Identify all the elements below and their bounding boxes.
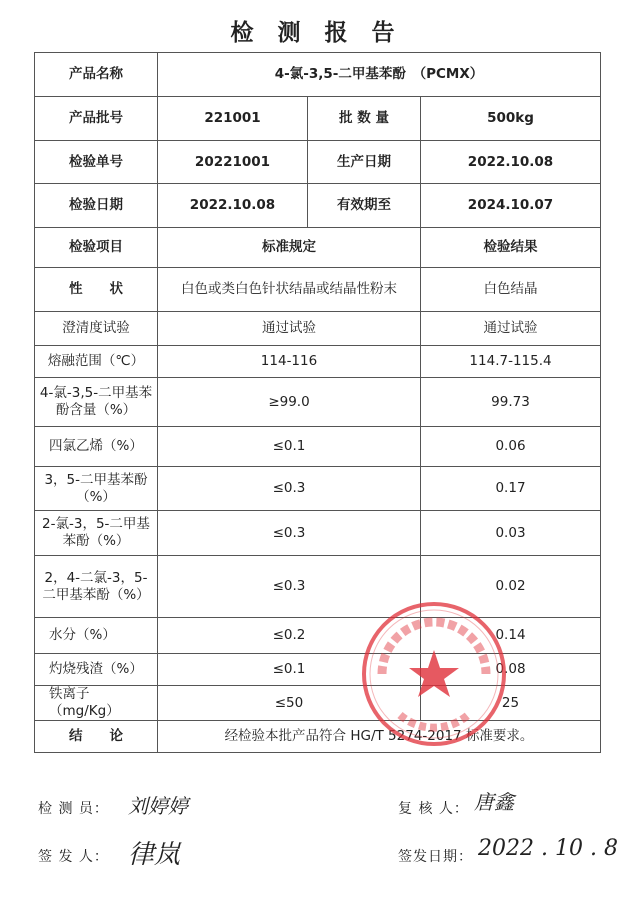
inspector-signature: 刘婷婷 <box>128 794 188 818</box>
prod-date-value: 2022.10.08 <box>421 141 601 184</box>
reviewer-signature: 唐鑫 <box>474 790 514 814</box>
conclusion-label: 结 论 <box>35 721 158 753</box>
test-item: 熔融范围（℃） <box>35 346 158 378</box>
test-result: 25 <box>421 686 601 721</box>
inspector-label: 检 测 员： <box>38 801 109 817</box>
test-result: 0.06 <box>421 427 601 467</box>
test-item: 3，5-二甲基苯酚（%） <box>35 467 158 511</box>
test-standard: 114-116 <box>158 346 421 378</box>
test-standard: 通过试验 <box>158 312 421 346</box>
test-result: 99.73 <box>421 378 601 427</box>
expiry-label: 有效期至 <box>308 184 421 228</box>
test-standard: ≤0.1 <box>158 427 421 467</box>
test-result: 0.17 <box>421 467 601 511</box>
test-result: 0.14 <box>421 618 601 654</box>
header-result: 检验结果 <box>421 228 601 268</box>
test-item: 铁离子（mg/Kg） <box>35 686 158 721</box>
inspect-date-label: 检验日期 <box>35 184 158 228</box>
test-result: 114.7-115.4 <box>421 346 601 378</box>
test-result: 0.02 <box>421 556 601 618</box>
header-standard: 标准规定 <box>158 228 421 268</box>
test-item: 四氯乙烯（%） <box>35 427 158 467</box>
test-result: 0.08 <box>421 654 601 686</box>
prod-date-label: 生产日期 <box>308 141 421 184</box>
issue-date-value: 2022 . 10 . 8 <box>478 836 618 861</box>
test-result: 通过试验 <box>421 312 601 346</box>
test-item: 澄清度试验 <box>35 312 158 346</box>
test-item: 2-氯-3，5-二甲基苯酚（%） <box>35 511 158 556</box>
test-item: 性 状 <box>35 268 158 312</box>
conclusion-text: 经检验本批产品符合 HG/T 5274-2017 标准要求。 <box>158 721 601 753</box>
test-item: 4-氯-3,5-二甲基苯酚含量（%） <box>35 378 158 427</box>
test-item: 水分（%） <box>35 618 158 654</box>
test-item: 2，4-二氯-3，5-二甲基苯酚（%） <box>35 556 158 618</box>
inspection-no-label: 检验单号 <box>35 141 158 184</box>
expiry-value: 2024.10.07 <box>421 184 601 228</box>
test-result: 白色结晶 <box>421 268 601 312</box>
test-standard: ≤0.1 <box>158 654 421 686</box>
test-standard: ≤0.3 <box>158 556 421 618</box>
batch-qty-label: 批 数 量 <box>308 97 421 141</box>
inspect-date-value: 2022.10.08 <box>158 184 308 228</box>
test-standard: ≤0.3 <box>158 511 421 556</box>
product-name-value: 4-氯-3,5-二甲基苯酚 （PCMX） <box>158 53 601 97</box>
report-table <box>34 52 601 753</box>
test-item: 灼烧残渣（%） <box>35 654 158 686</box>
batch-qty-value: 500kg <box>421 97 601 141</box>
issuer-signature: 律岚 <box>128 840 181 870</box>
issue-date-label: 签发日期： <box>398 849 473 865</box>
inspection-no-value: 20221001 <box>158 141 308 184</box>
batch-no-label: 产品批号 <box>35 97 158 141</box>
batch-no-value: 221001 <box>158 97 308 141</box>
test-standard: ≤50 <box>158 686 421 721</box>
report-title: 检 测 报 告 <box>230 20 403 46</box>
issuer-label: 签 发 人： <box>38 849 109 865</box>
reviewer-label: 复 核 人： <box>398 801 469 817</box>
test-result: 0.03 <box>421 511 601 556</box>
test-standard: ≥99.0 <box>158 378 421 427</box>
test-standard: ≤0.3 <box>158 467 421 511</box>
test-standard: 白色或类白色针状结晶或结晶性粉末 <box>158 268 421 312</box>
header-item: 检验项目 <box>35 228 158 268</box>
product-name-label: 产品名称 <box>35 53 158 97</box>
test-standard: ≤0.2 <box>158 618 421 654</box>
